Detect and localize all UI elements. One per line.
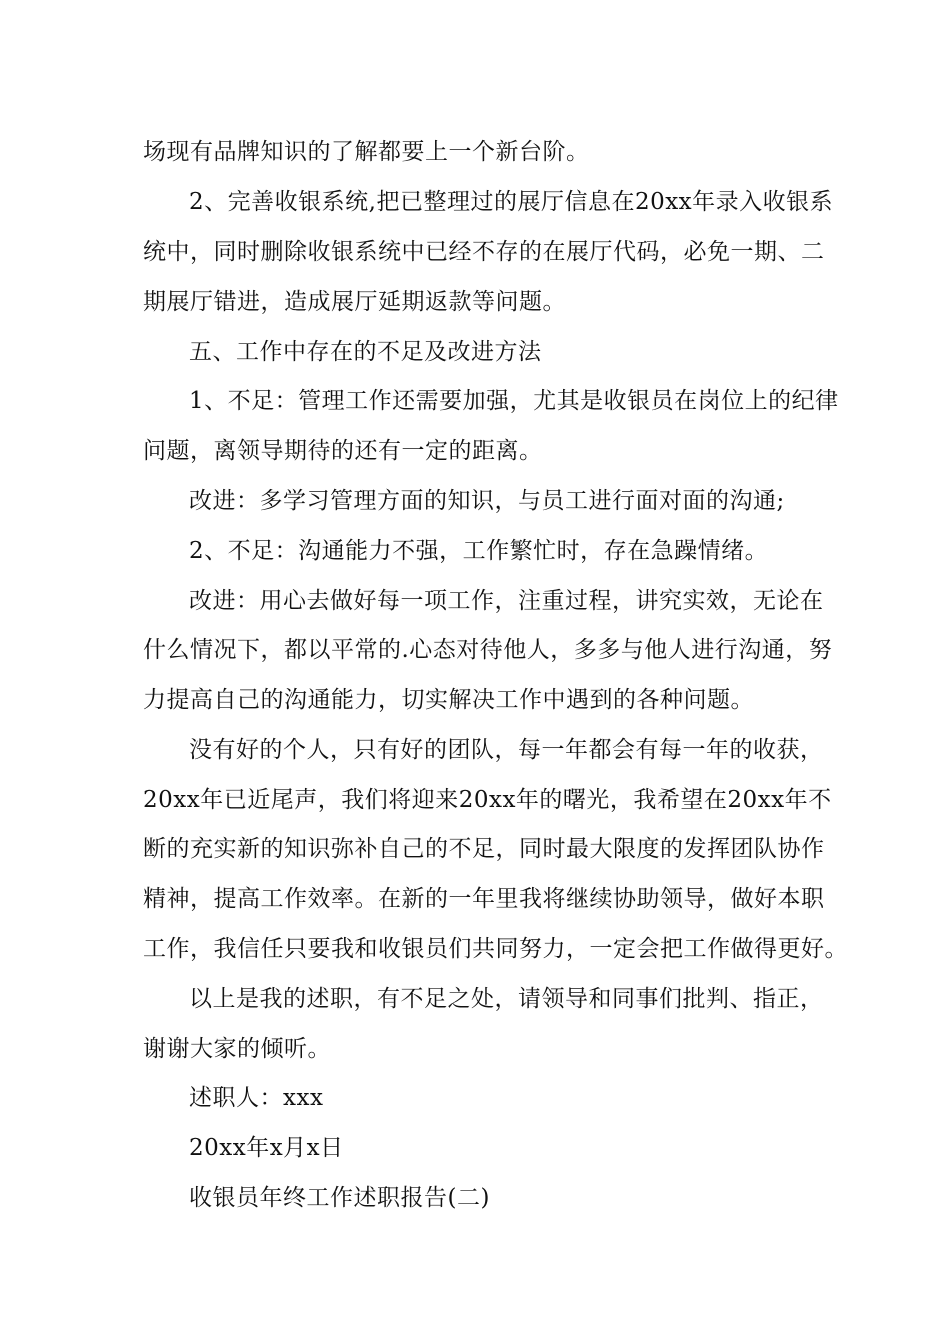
body-text-line: 精神，提高工作效率。在新的一年里我将继续协助领导，做好本职 [143, 886, 825, 912]
body-text-line: 什么情况下，都以平常的.心态对待他人，多多与他人进行沟通，努 [143, 637, 833, 663]
body-text-line: 改进：多学习管理方面的知识，与员工进行面对面的沟通; [189, 488, 785, 514]
body-text-line: 20xx年已近尾声，我们将迎来20xx年的曙光，我希望在20xx年不 [143, 787, 832, 813]
body-text-line: 以上是我的述职，有不足之处，请领导和同事们批判、指正， [189, 986, 824, 1012]
body-text-line: 工作，我信任只要我和收银员们共同努力，一定会把工作做得更好。 [143, 936, 848, 962]
date-line: 20xx年x月x日 [189, 1135, 344, 1161]
body-text-line: 2、不足：沟通能力不强，工作繁忙时，存在急躁情绪。 [189, 538, 769, 564]
body-text-line: 1、不足：管理工作还需要加强，尤其是收银员在岗位上的纪律 [189, 388, 839, 414]
body-text-line: 问题，离领导期待的还有一定的距离。 [143, 438, 543, 464]
body-text-line: 2、完善收银系统,把已整理过的展厅信息在20xx年录入收银系 [189, 189, 834, 215]
body-text-line: 断的充实新的知识弥补自己的不足，同时最大限度的发挥团队协作 [143, 836, 825, 862]
body-text-line: 谢谢大家的倾听。 [143, 1036, 331, 1062]
body-text-line: 改进：用心去做好每一项工作，注重过程，讲究实效，无论在 [189, 588, 824, 614]
signature-line: 述职人：xxx [189, 1085, 324, 1111]
body-text-line: 期展厅错进，造成展厅延期返款等问题。 [143, 289, 566, 315]
body-text-line: 没有好的个人，只有好的团队，每一年都会有每一年的收获， [189, 737, 824, 763]
section-heading: 五、工作中存在的不足及改进方法 [189, 339, 542, 365]
body-text-line: 力提高自己的沟通能力，切实解决工作中遇到的各种问题。 [143, 687, 754, 713]
next-report-title: 收银员年终工作述职报告(二) [189, 1185, 490, 1211]
body-text-line: 场现有品牌知识的了解都要上一个新台阶。 [143, 139, 590, 165]
body-text-line: 统中，同时删除收银系统中已经不存的在展厅代码，必免一期、二 [143, 239, 825, 265]
